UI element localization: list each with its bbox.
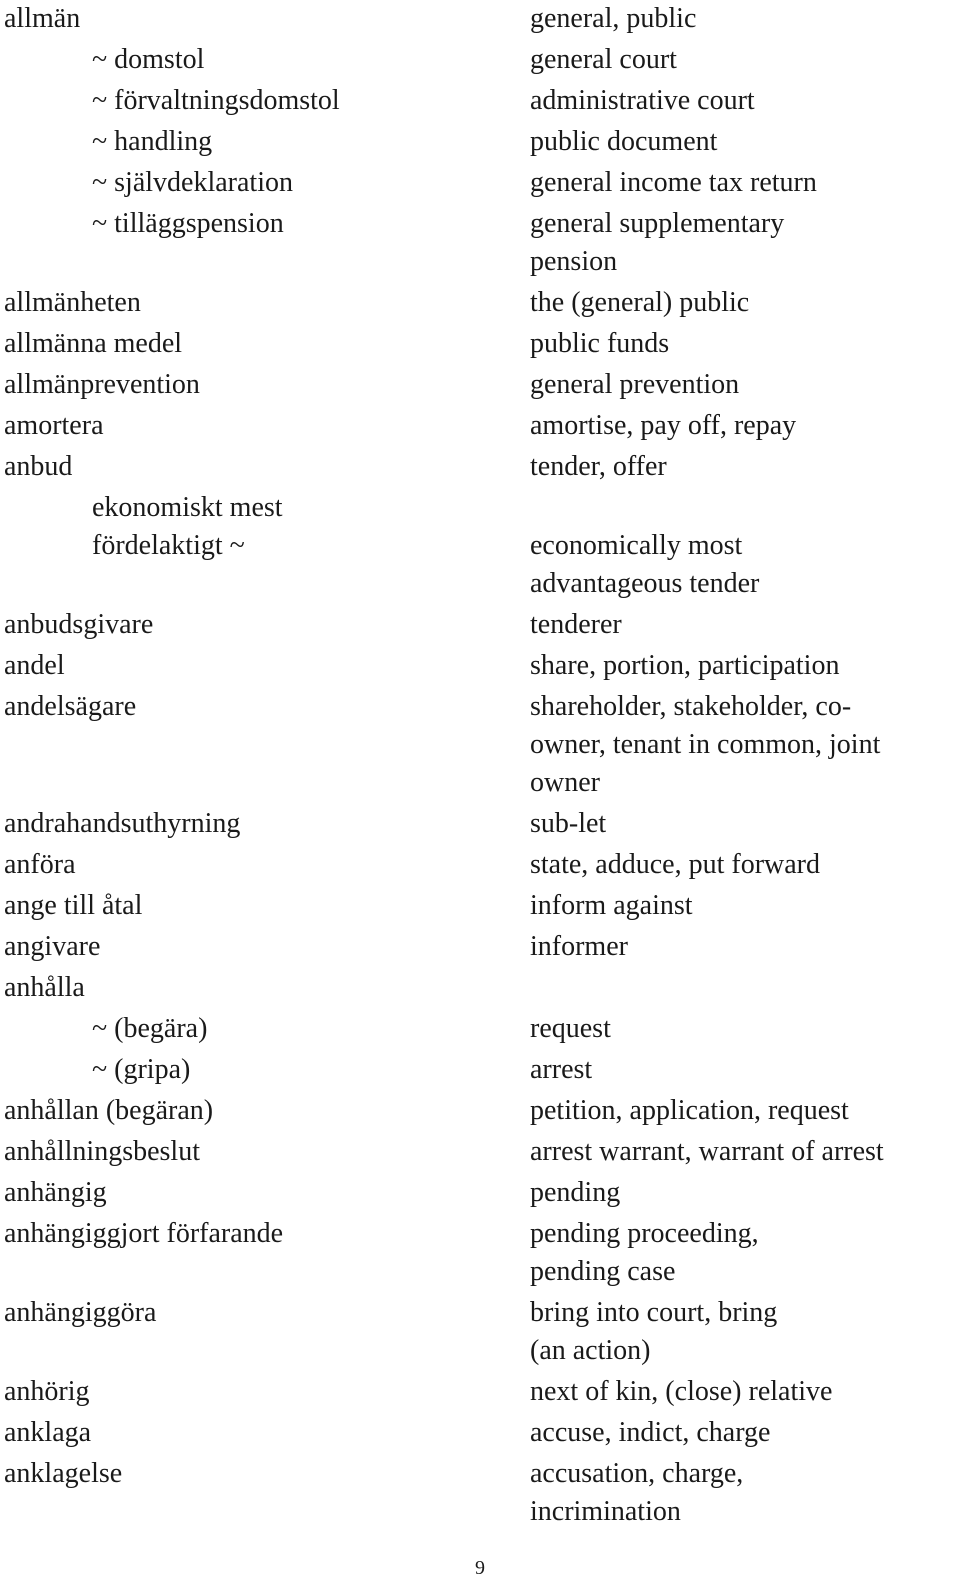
swedish-term: [4, 647, 530, 685]
english-translation: [530, 1215, 954, 1291]
glossary-entry: [4, 0, 954, 38]
swedish-term: [4, 82, 530, 120]
english-translation-line: amortise, pay off, repay: [530, 410, 797, 441]
swedish-term: [4, 1215, 530, 1291]
swedish-term: [4, 489, 530, 603]
english-translation: [530, 0, 954, 38]
glossary-entry: [4, 366, 954, 404]
english-translation: [530, 82, 954, 120]
swedish-term: [4, 1174, 530, 1212]
english-translation-line: general court: [530, 44, 677, 75]
glossary-entry: [4, 1010, 954, 1048]
english-translation: [530, 448, 954, 486]
english-translation: [530, 1051, 954, 1089]
swedish-term: [4, 688, 530, 802]
swedish-term-line: ~ (begära): [92, 1013, 208, 1044]
swedish-term: [4, 805, 530, 843]
swedish-term-line: allmänna medel: [4, 328, 183, 359]
glossary-entry: [4, 1215, 954, 1291]
english-translation-line: pension: [530, 246, 618, 277]
english-translation-line: (an action): [530, 1335, 651, 1366]
swedish-term: [4, 164, 530, 202]
swedish-term-line: anhängig: [4, 1177, 107, 1208]
glossary-entry: [4, 1051, 954, 1089]
swedish-term-line: andrahandsuthyrning: [4, 808, 241, 839]
english-translation-line: pending: [530, 1177, 621, 1208]
english-translation: [530, 647, 954, 685]
swedish-term: [4, 969, 530, 1007]
glossary-entry: [4, 969, 954, 1007]
glossary-entry: [4, 1373, 954, 1411]
swedish-term-line: ange till åtal: [4, 890, 143, 921]
english-translation-line: pending proceeding,: [530, 1218, 759, 1249]
glossary-entry: [4, 41, 954, 79]
glossary-entry: [4, 325, 954, 363]
glossary-list: [4, 0, 954, 1534]
english-translation: [530, 1010, 954, 1048]
english-translation-line: tender, offer: [530, 451, 667, 482]
english-translation: [530, 805, 954, 843]
english-translation-line: [530, 489, 954, 527]
glossary-entry: [4, 164, 954, 202]
glossary-entry: [4, 1294, 954, 1370]
glossary-entry: [4, 647, 954, 685]
english-translation-line: informer: [530, 931, 628, 962]
english-translation: [530, 123, 954, 161]
english-translation: [530, 688, 954, 802]
page-number: 9: [475, 1557, 485, 1579]
english-translation: [530, 1092, 954, 1130]
english-translation: [530, 606, 954, 644]
swedish-term: [4, 846, 530, 884]
glossary-entry: [4, 887, 954, 925]
glossary-entry: [4, 688, 954, 802]
english-translation: [530, 1455, 954, 1531]
swedish-term: [4, 366, 530, 404]
swedish-term: [4, 41, 530, 79]
glossary-entry: [4, 489, 954, 603]
english-translation-line: public funds: [530, 328, 670, 359]
english-translation: [530, 489, 954, 603]
english-translation-line: general supplementary: [530, 208, 785, 239]
english-translation: [530, 284, 954, 322]
english-translation: [530, 164, 954, 202]
english-translation-line: sub-let: [530, 808, 607, 839]
english-translation-line: pending case: [530, 1256, 676, 1287]
english-translation-line: administrative court: [530, 85, 755, 116]
swedish-term-line: anklaga: [4, 1417, 92, 1448]
english-translation: [530, 928, 954, 966]
swedish-term: [4, 0, 530, 38]
swedish-term: [4, 205, 530, 281]
swedish-term: [4, 284, 530, 322]
english-translation-line: inform against: [530, 890, 693, 921]
english-translation-line: bring into court, bring: [530, 1297, 778, 1328]
english-translation-line: owner: [530, 767, 600, 798]
english-translation: [530, 887, 954, 925]
swedish-term: [4, 928, 530, 966]
swedish-term: [4, 1092, 530, 1130]
english-translation-line: the (general) public: [530, 287, 750, 318]
english-translation: [530, 325, 954, 363]
swedish-term-line: ekonomiskt mest: [92, 492, 283, 523]
swedish-term-line: anbudsgivare: [4, 609, 154, 640]
swedish-term: [4, 407, 530, 445]
english-translation-line: advantageous tender: [530, 568, 760, 599]
glossary-entry: [4, 606, 954, 644]
swedish-term-line: angivare: [4, 931, 101, 962]
swedish-term: [4, 606, 530, 644]
english-translation-line: petition, application, request: [530, 1095, 849, 1126]
glossary-entry: [4, 1455, 954, 1531]
english-translation-line: economically most: [530, 530, 743, 561]
english-translation-line: state, adduce, put forward: [530, 849, 820, 880]
glossary-entry: [4, 846, 954, 884]
glossary-entry: [4, 1414, 954, 1452]
swedish-term-line: allmänheten: [4, 287, 141, 318]
glossary-entry: [4, 407, 954, 445]
english-translation: [530, 366, 954, 404]
english-translation: [530, 1414, 954, 1452]
swedish-term-line: anbud: [4, 451, 73, 482]
swedish-term-line: allmän: [4, 3, 81, 34]
english-translation-line: arrest: [530, 1054, 593, 1085]
glossary-entry: [4, 1092, 954, 1130]
english-translation: [530, 205, 954, 281]
english-translation-line: next of kin, (close) relative: [530, 1376, 833, 1407]
swedish-term-line: anhörig: [4, 1376, 90, 1407]
glossary-entry: [4, 82, 954, 120]
swedish-term-line: anhållan (begäran): [4, 1095, 214, 1126]
swedish-term: [4, 887, 530, 925]
english-translation: [530, 1133, 954, 1171]
swedish-term: [4, 1010, 530, 1048]
english-translation: [530, 846, 954, 884]
english-translation: [530, 407, 954, 445]
english-translation-line: owner, tenant in common, joint: [530, 729, 881, 760]
glossary-entry: [4, 805, 954, 843]
english-translation-line: public document: [530, 126, 718, 157]
swedish-term-line: ~ handling: [92, 126, 213, 157]
english-translation-line: general income tax return: [530, 167, 817, 198]
swedish-term-line: anföra: [4, 849, 76, 880]
swedish-term-line: anhålla: [4, 972, 85, 1003]
swedish-term: [4, 448, 530, 486]
swedish-term: [4, 1455, 530, 1531]
swedish-term-line: ~ (gripa): [92, 1054, 191, 1085]
swedish-term-line: ~ tilläggspension: [92, 208, 284, 239]
english-translation: [530, 1373, 954, 1411]
english-translation-line: arrest warrant, warrant of arrest: [530, 1136, 884, 1167]
swedish-term: [4, 1373, 530, 1411]
glossary-entry: [4, 1133, 954, 1171]
glossary-entry: [4, 123, 954, 161]
english-translation-line: general prevention: [530, 369, 740, 400]
english-translation: [530, 969, 954, 1007]
glossary-entry: [4, 448, 954, 486]
swedish-term-line: allmänprevention: [4, 369, 200, 400]
glossary-entry: [4, 928, 954, 966]
english-translation-line: general, public: [530, 3, 697, 34]
english-translation-line: tenderer: [530, 609, 622, 640]
swedish-term-line: anhängiggöra: [4, 1297, 157, 1328]
english-translation: [530, 1294, 954, 1370]
swedish-term: [4, 1133, 530, 1171]
english-translation-line: incrimination: [530, 1496, 681, 1527]
english-translation-line: request: [530, 1013, 611, 1044]
glossary-entry: [4, 284, 954, 322]
english-translation-line: [530, 969, 954, 1007]
swedish-term-line: anhängiggjort förfarande: [4, 1218, 284, 1249]
swedish-term-line: amortera: [4, 410, 104, 441]
swedish-term-line: ~ domstol: [92, 44, 205, 75]
swedish-term: [4, 1414, 530, 1452]
glossary-entry: [4, 205, 954, 281]
swedish-term-line: andelsägare: [4, 691, 137, 722]
glossary-entry: [4, 1174, 954, 1212]
english-translation: [530, 1174, 954, 1212]
swedish-term-line: ~ självdeklaration: [92, 167, 293, 198]
swedish-term-line: fördelaktigt ~: [92, 530, 245, 561]
english-translation-line: accuse, indict, charge: [530, 1417, 771, 1448]
swedish-term-line: anhållningsbeslut: [4, 1136, 200, 1167]
english-translation: [530, 41, 954, 79]
swedish-term: [4, 123, 530, 161]
english-translation-line: share, portion, participation: [530, 650, 840, 681]
english-translation-line: shareholder, stakeholder, co-: [530, 691, 852, 722]
swedish-term-line: andel: [4, 650, 65, 681]
english-translation-line: accusation, charge,: [530, 1458, 744, 1489]
swedish-term: [4, 325, 530, 363]
swedish-term: [4, 1051, 530, 1089]
swedish-term-line: anklagelse: [4, 1458, 123, 1489]
swedish-term: [4, 1294, 530, 1370]
swedish-term-line: ~ förvaltningsdomstol: [92, 85, 340, 116]
